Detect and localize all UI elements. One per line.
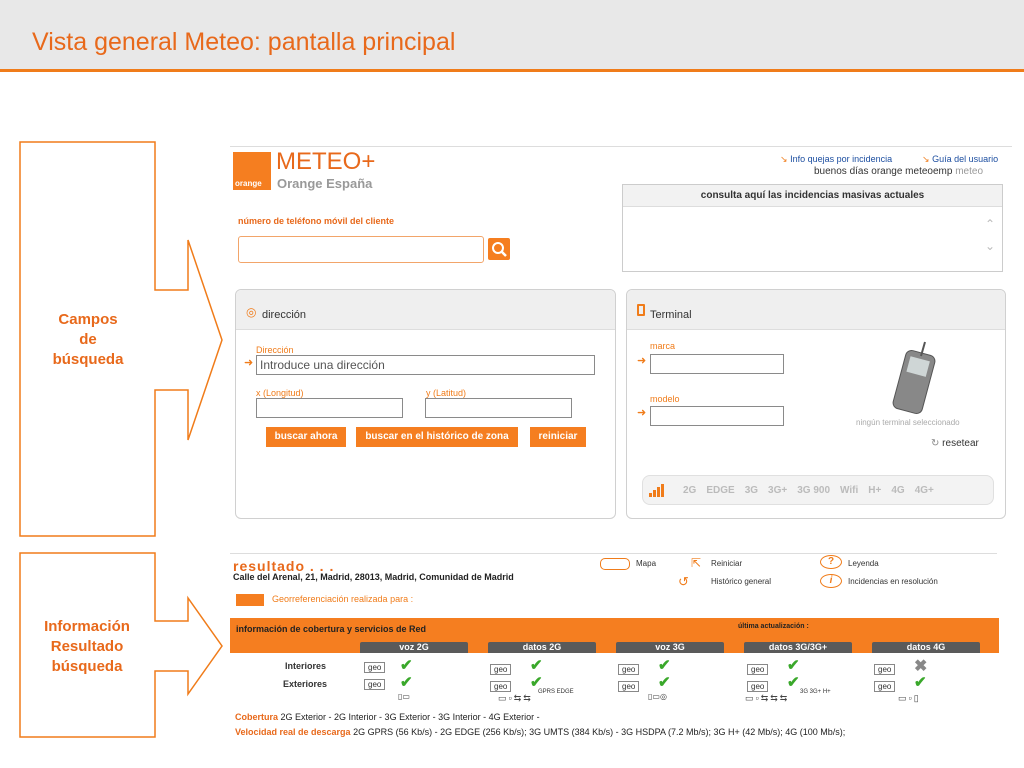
phone-search-button[interactable] [488,238,510,260]
geo-button[interactable]: geo [490,681,511,692]
device-icons-5: ▭▫▯ [898,693,921,703]
mobile-phone-icon [885,340,945,420]
device-icons-3: ▯▭◎ [648,692,667,701]
incidents-box [622,184,1003,272]
arrow-icon: ➜ [637,355,647,367]
target-icon: ◎ [246,305,257,319]
check-icon: ✔ [658,674,671,691]
legend-link[interactable]: Leyenda [848,559,879,568]
check-icon: ✔ [400,657,413,674]
geo-button[interactable]: geo [618,681,639,692]
geo-button[interactable]: geo [874,664,895,675]
coverage-summary: Cobertura 2G Exterior - 2G Interior - 3G Exterior - 3G Interior - 4G Exterior - [235,712,540,722]
callout-search-label: Campos de búsqueda [52,311,124,368]
tab-datos-2g[interactable]: datos 2G [488,642,596,653]
y-label: y (Latitud) [426,388,467,398]
phone-label: número de teléfono móvil del cliente [238,216,395,226]
terminal-panel [626,289,1006,519]
result-address: Calle del Arenal, 21, Madrid, 28013, Madrid, Comunidad de Madrid [233,572,514,582]
coverage-title: información de cobertura y servicios de Red [236,624,427,634]
coverage-grid [364,657,984,700]
search-history-button[interactable]: buscar en el histórico de zona [356,427,518,447]
geo-button[interactable]: geo [490,664,511,675]
callout-results-label: Información Resultado búsqueda [44,618,130,675]
terminal-header: Terminal [650,309,692,321]
row-interiores: Interiores [285,661,327,671]
arrow-icon: ➜ [244,357,254,369]
coverage-bar [230,618,999,653]
model-input[interactable] [650,406,784,426]
speed-summary: Velocidad real de descarga 2G GPRS (56 Kb/s) - 2G EDGE (256 Kb/s); 3G UMTS (384 Kb/s) - 3G HSDPA (7.2 Mb/s); 3G H+ (42 Mb/s); 4G (100 Mb/s); [235,727,846,737]
network-bar [642,475,994,505]
greeting: buenos días orange meteoemp meteo [814,166,984,177]
check-icon: ✔ [914,674,927,691]
device-icons-2: ▭▫⇆⇆ [498,693,533,703]
gprs-edge-label: GPRS EDGE [538,689,574,695]
geo-button[interactable]: geo [364,662,385,673]
geo-flag-icon [236,594,264,606]
orange-logo: orange [233,152,271,190]
incidents-title: consulta aquí las incidencias masivas actuales [623,185,1002,207]
check-icon: ✔ [530,657,543,674]
incidents-link[interactable]: Incidencias en resolución [848,577,938,586]
scroll-down-icon[interactable]: ⌄ [985,239,996,253]
map-link[interactable]: Mapa [636,559,657,568]
tab-datos-3g[interactable]: datos 3G/3G+ [744,642,852,653]
address-panel [235,289,616,519]
cross-icon: ✖ [914,658,928,675]
no-terminal-text: ningún terminal seleccionado [856,418,960,427]
check-icon: ✔ [658,657,671,674]
arrow-icon: ➜ [637,407,647,419]
geo-button[interactable]: geo [364,679,385,690]
geo-button[interactable]: geo [747,664,768,675]
scroll-up-icon[interactable]: ⌃ [985,217,996,231]
phone-icon [637,304,645,316]
link-complaints[interactable]: ↘ Info quejas por incidencia [780,154,893,164]
tab-voz-3g[interactable]: voz 3G [616,642,724,653]
check-icon: ✔ [787,657,800,674]
phone-input[interactable] [238,236,484,263]
device-icons-1: ▯▭ [398,692,410,701]
search-now-button[interactable]: buscar ahora [266,427,346,447]
geo-button[interactable]: geo [874,681,895,692]
geo-button[interactable]: geo [747,681,768,692]
address-header: dirección [262,309,307,321]
brand-input[interactable] [650,354,784,374]
brand-name: METEO+ [276,148,376,175]
history-icon[interactable]: ↺ [678,574,689,589]
history-link[interactable]: Histórico general [711,577,772,586]
check-icon: ✔ [400,674,413,691]
link-guide[interactable]: ↘ Guía del usuario [922,154,999,164]
geo-button[interactable]: geo [618,664,639,675]
x-label: x (Longitud) [256,388,304,398]
search-icon [488,238,510,260]
last-update: última actualización : [738,623,809,630]
device-icons-4: ▭▫⇆⇆⇆ [745,693,790,703]
row-exteriores: Exteriores [283,679,328,689]
latitude-input[interactable] [425,398,572,418]
tab-voz-2g[interactable]: voz 2G [360,642,468,653]
slide-title: Vista general Meteo: pantalla principal [32,28,456,56]
meteo-app [230,146,1012,746]
check-icon: ✔ [530,674,543,691]
check-icon: ✔ [787,674,800,691]
model-label: modelo [650,394,680,404]
tab-datos-4g[interactable]: datos 4G [872,642,980,653]
brand-sub: Orange España [277,176,373,191]
terminal-reset-link[interactable]: ↻ resetear [931,438,979,449]
geo-text: Georreferenciación realizada para : [272,594,414,604]
brand-label: marca [650,341,676,351]
restart-icon[interactable]: ⇱ [691,556,702,570]
longitude-input[interactable] [256,398,403,418]
map-icon[interactable] [600,558,630,570]
reset-button[interactable]: reiniciar [530,427,586,447]
network-list: 2G EDGE 3G 3G+ 3G 900 Wifi H+ 4G 4G+ [683,485,934,496]
restart-link[interactable]: Reiniciar [711,559,743,568]
info-icon[interactable]: i [820,574,842,588]
result-title: resultado . . . [233,558,335,574]
legend-icon[interactable]: ? [820,555,842,569]
signal-icon [649,484,664,497]
dir-label: Dirección [256,345,294,355]
g3-label: 3G 3G+ H+ [800,689,831,695]
address-input[interactable]: Introduce una dirección [256,355,595,375]
